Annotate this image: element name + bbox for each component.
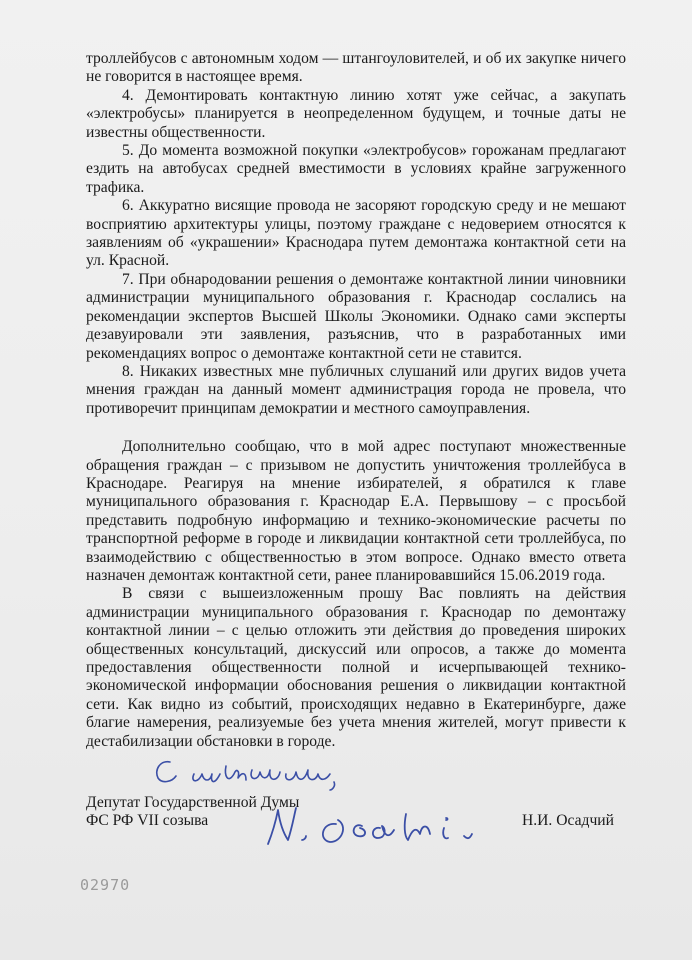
paragraph-additional-info: Дополнительно сообщаю, что в мой адрес поступают множественные обращения граждан – с призывом не допустить уничтожения троллейбуса в Краснодаре. Реагируя на мнение избирателей, я обратился к главе муниципального образования г. Краснодар Е.А. Первышову – с просьбой представить подробную информацию и технико-экономические расчеты по транспортной реформе в городе и ликвидации контактной сети троллейбуса, по взаимодействию с общественностью в этом вопросе. Однако вместо ответа назначен демонтаж контактной сети, ранее планировавшийся 15.06.2019 года. (86, 438, 626, 584)
signature-image (258, 800, 508, 852)
paragraph-continuation: троллейбусов с автономным ходом — штангоуловителей, и об их закупке ничего не говорится в настоящее время. (86, 50, 626, 86)
signatory-name: Н.И. Осадчий (522, 812, 614, 829)
paragraph-point-4: 4. Демонтировать контактную линию хотят уже сейчас, а закупать «электробусы» планируется в неопределенном будущем, и точные даты не известны общественности. (86, 86, 626, 141)
paragraph-request: В связи с вышеизложенным прошу Вас повлиять на действия администрации муниципального образования г. Краснодар по демонтажу контактной линии – с целью отложить эти действия до проведения широких общественных консультаций, дискуссий или опросов, а также до момента предоставления общественности полной и исчерпывающей технико-экономической информации обоснования решения о ликвидации контактной сети. Как видно из событий, происходящих недавно в Екатеринбурге, даже благие намерения, реализуемые без учета мнения жителей, могут привести к дестабилизации обстановки в городе. (86, 585, 626, 750)
paragraph-point-7: 7. При обнародовании решения о демонтаже контактной линии чиновники администрации муниципального образования г. Краснодар сослались на рекомендации экспертов Высшей Школы Экономики. Однако сами эксперты дезавуировали эти заявления, разъяснив, что в разработанных ими рекомендациях вопрос о демонтаже контактной сети не ставится. (86, 270, 626, 362)
paragraph-point-8: 8. Никаких известных мне публичных слушаний или других видов учета мнения граждан на данный момент администрация города не провела, что противоречит принципам демократии и местного самоуправления. (86, 362, 626, 417)
registration-number-stamp: 02970 (80, 876, 131, 894)
position-line-1: Депутат Государственной Думы (86, 794, 300, 811)
position-line-2: ФС РФ VII созыва (86, 812, 209, 830)
paragraph-point-6: 6. Аккуратно висящие провода не засоряют городскую среду и не мешают восприятию архитектуры улицы, поэтому граждане с недоверием относятся к заявлениям об «украшении» Краснодара путем демонтажа контактной сети на ул. Красной. (86, 197, 626, 270)
handwritten-greeting (150, 752, 390, 792)
letter-body (86, 50, 626, 751)
paragraph-point-5: 5. До момента возможной покупки «электробусов» горожанам предлагают ездить на автобусах средней вместимости в условиях крайне загруженного трафика. (86, 142, 626, 196)
